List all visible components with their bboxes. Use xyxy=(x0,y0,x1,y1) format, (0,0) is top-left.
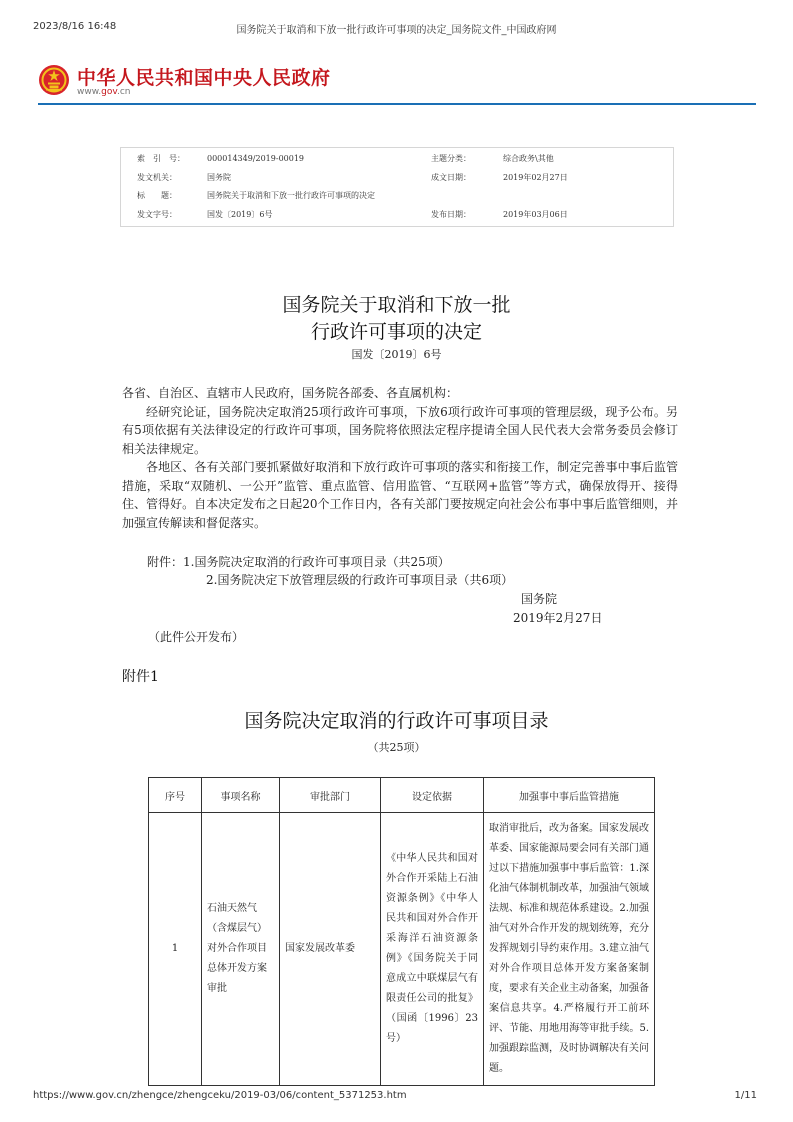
national-emblem-icon[interactable] xyxy=(38,64,70,96)
attachment-2[interactable]: 2.国务院决定下放管理层级的行政许可事项目录（共6项） xyxy=(206,573,514,587)
meta-topic-label: 主题分类： xyxy=(431,154,471,163)
col-header-name: 事项名称 xyxy=(202,778,280,813)
meta-published-label: 发布日期： xyxy=(431,210,471,219)
print-page-title: 国务院关于取消和下放一批行政许可事项的决定_国务院文件_中国政府网 xyxy=(236,25,557,36)
document-body xyxy=(122,384,678,532)
public-note: （此件公开发布） xyxy=(148,630,245,644)
meta-index-value: 000014349/2019-00019 xyxy=(207,154,305,163)
annex-title: 国务院决定取消的行政许可事项目录 xyxy=(244,710,549,732)
meta-created-label: 成文日期： xyxy=(431,173,471,182)
print-datetime: 2023/8/16 16:48 xyxy=(33,21,117,32)
meta-row-index xyxy=(121,149,673,168)
site-url-prefix: www. xyxy=(77,87,102,97)
annex-count: （共25项） xyxy=(367,741,426,754)
print-page-number: 1/11 xyxy=(734,1090,757,1101)
salutation: 各省、自治区、直辖市人民政府，国务院各部委、各直属机构： xyxy=(122,386,459,400)
meta-issuer-label: 发文机关： xyxy=(137,173,177,182)
col-header-no: 序号 xyxy=(149,778,202,813)
col-header-department: 审批部门 xyxy=(280,778,381,813)
table-row xyxy=(149,813,655,1086)
attachment-1[interactable]: 附件：1.国务院决定取消的行政许可事项目录（共25项） xyxy=(147,555,450,569)
meta-docno-value: 国发〔2019〕6号 xyxy=(207,210,273,219)
document-title-line1: 国务院关于取消和下放一批 xyxy=(282,294,511,316)
document-title-line2: 行政许可事项的决定 xyxy=(310,321,482,343)
annex-label: 附件1 xyxy=(122,669,159,685)
meta-row-title xyxy=(121,186,673,205)
cell-no: 1 xyxy=(149,813,202,1086)
table-header-row xyxy=(149,778,655,813)
meta-docno-label: 发文字号： xyxy=(137,210,177,219)
paragraph-1: 经研究论证，国务院决定取消25项行政许可事项，下放6项行政许可事项的管理层级，现予公布。另有5项依据有关法律设定的行政许可事项，国务院将依照法定程序提请全国人民代表大会常务委员会修订相关法律规定。 xyxy=(122,404,678,456)
meta-row-docno xyxy=(121,205,673,224)
cell-name: 石油天然气（含煤层气）对外合作项目总体开发方案审批 xyxy=(202,813,280,1086)
signatory: 国务院 xyxy=(521,592,558,606)
meta-title-value: 国务院关于取消和下放一批行政许可事项的决定 xyxy=(207,191,375,200)
sign-date: 2019年2月27日 xyxy=(513,611,603,625)
col-header-basis: 设定依据 xyxy=(381,778,484,813)
meta-created-value: 2019年02月27日 xyxy=(503,173,568,182)
meta-title-label: 标 题： xyxy=(137,191,177,200)
site-url[interactable] xyxy=(77,87,131,97)
header-divider xyxy=(38,103,756,105)
meta-topic-value: 综合政务\其他 xyxy=(503,154,554,163)
cell-measures: 取消审批后，改为备案。国家发展改革委、国家能源局要会同有关部门通过以下措施加强事中事后监管：1.深化油气体制机制改革，加强油气领域法规、标准和规范体系建设。2.加强油气对外合作开发的规划统筹，充分发挥规划引导约束作用。3.建立油气对外合作项目总体开发方案备案制度，要求有关企业主动备案，加强备案信息共享。4.严格履行开工前环评、节能、用地用海等审批手续。5.加强跟踪监测，及时协调解决有关问题。 xyxy=(484,813,655,1086)
meta-index-label: 索 引 号： xyxy=(137,154,185,163)
site-url-suffix: .cn xyxy=(116,87,131,97)
cell-department: 国家发展改革委 xyxy=(280,813,381,1086)
document-meta-box xyxy=(120,147,674,227)
meta-issuer-value: 国务院 xyxy=(207,173,231,182)
meta-published-value: 2019年03月06日 xyxy=(503,210,568,219)
annex-table xyxy=(148,777,655,1086)
print-footer-url[interactable]: https://www.gov.cn/zhengce/zhengceku/2019-03/06/content_5371253.htm xyxy=(33,1090,407,1101)
col-header-measures: 加强事中事后监管措施 xyxy=(484,778,655,813)
cell-basis: 《中华人民共和国对外合作开采陆上石油资源条例》《中华人民共和国对外合作开采海洋石油资源条例》《国务院关于同意成立中联煤层气有限责任公司的批复》（国函〔1996〕23号） xyxy=(381,813,484,1086)
site-url-highlight: gov xyxy=(101,87,117,97)
paragraph-2: 各地区、各有关部门要抓紧做好取消和下放行政许可事项的落实和衔接工作，制定完善事中事后监管措施，采取“双随机、一公开”监管、重点监管、信用监管、“互联网+监管”等方式，确保放得开、接得住、管得好。自本决定发布之日起20个工作日内，各有关部门要按规定向社会公布事中事后监管细则，并加强宣传解读和督促落实。 xyxy=(122,460,678,530)
document-number: 国发〔2019〕6号 xyxy=(351,348,442,361)
meta-row-issuer xyxy=(121,168,673,187)
site-name[interactable]: 中华人民共和国中央人民政府 xyxy=(77,67,331,89)
